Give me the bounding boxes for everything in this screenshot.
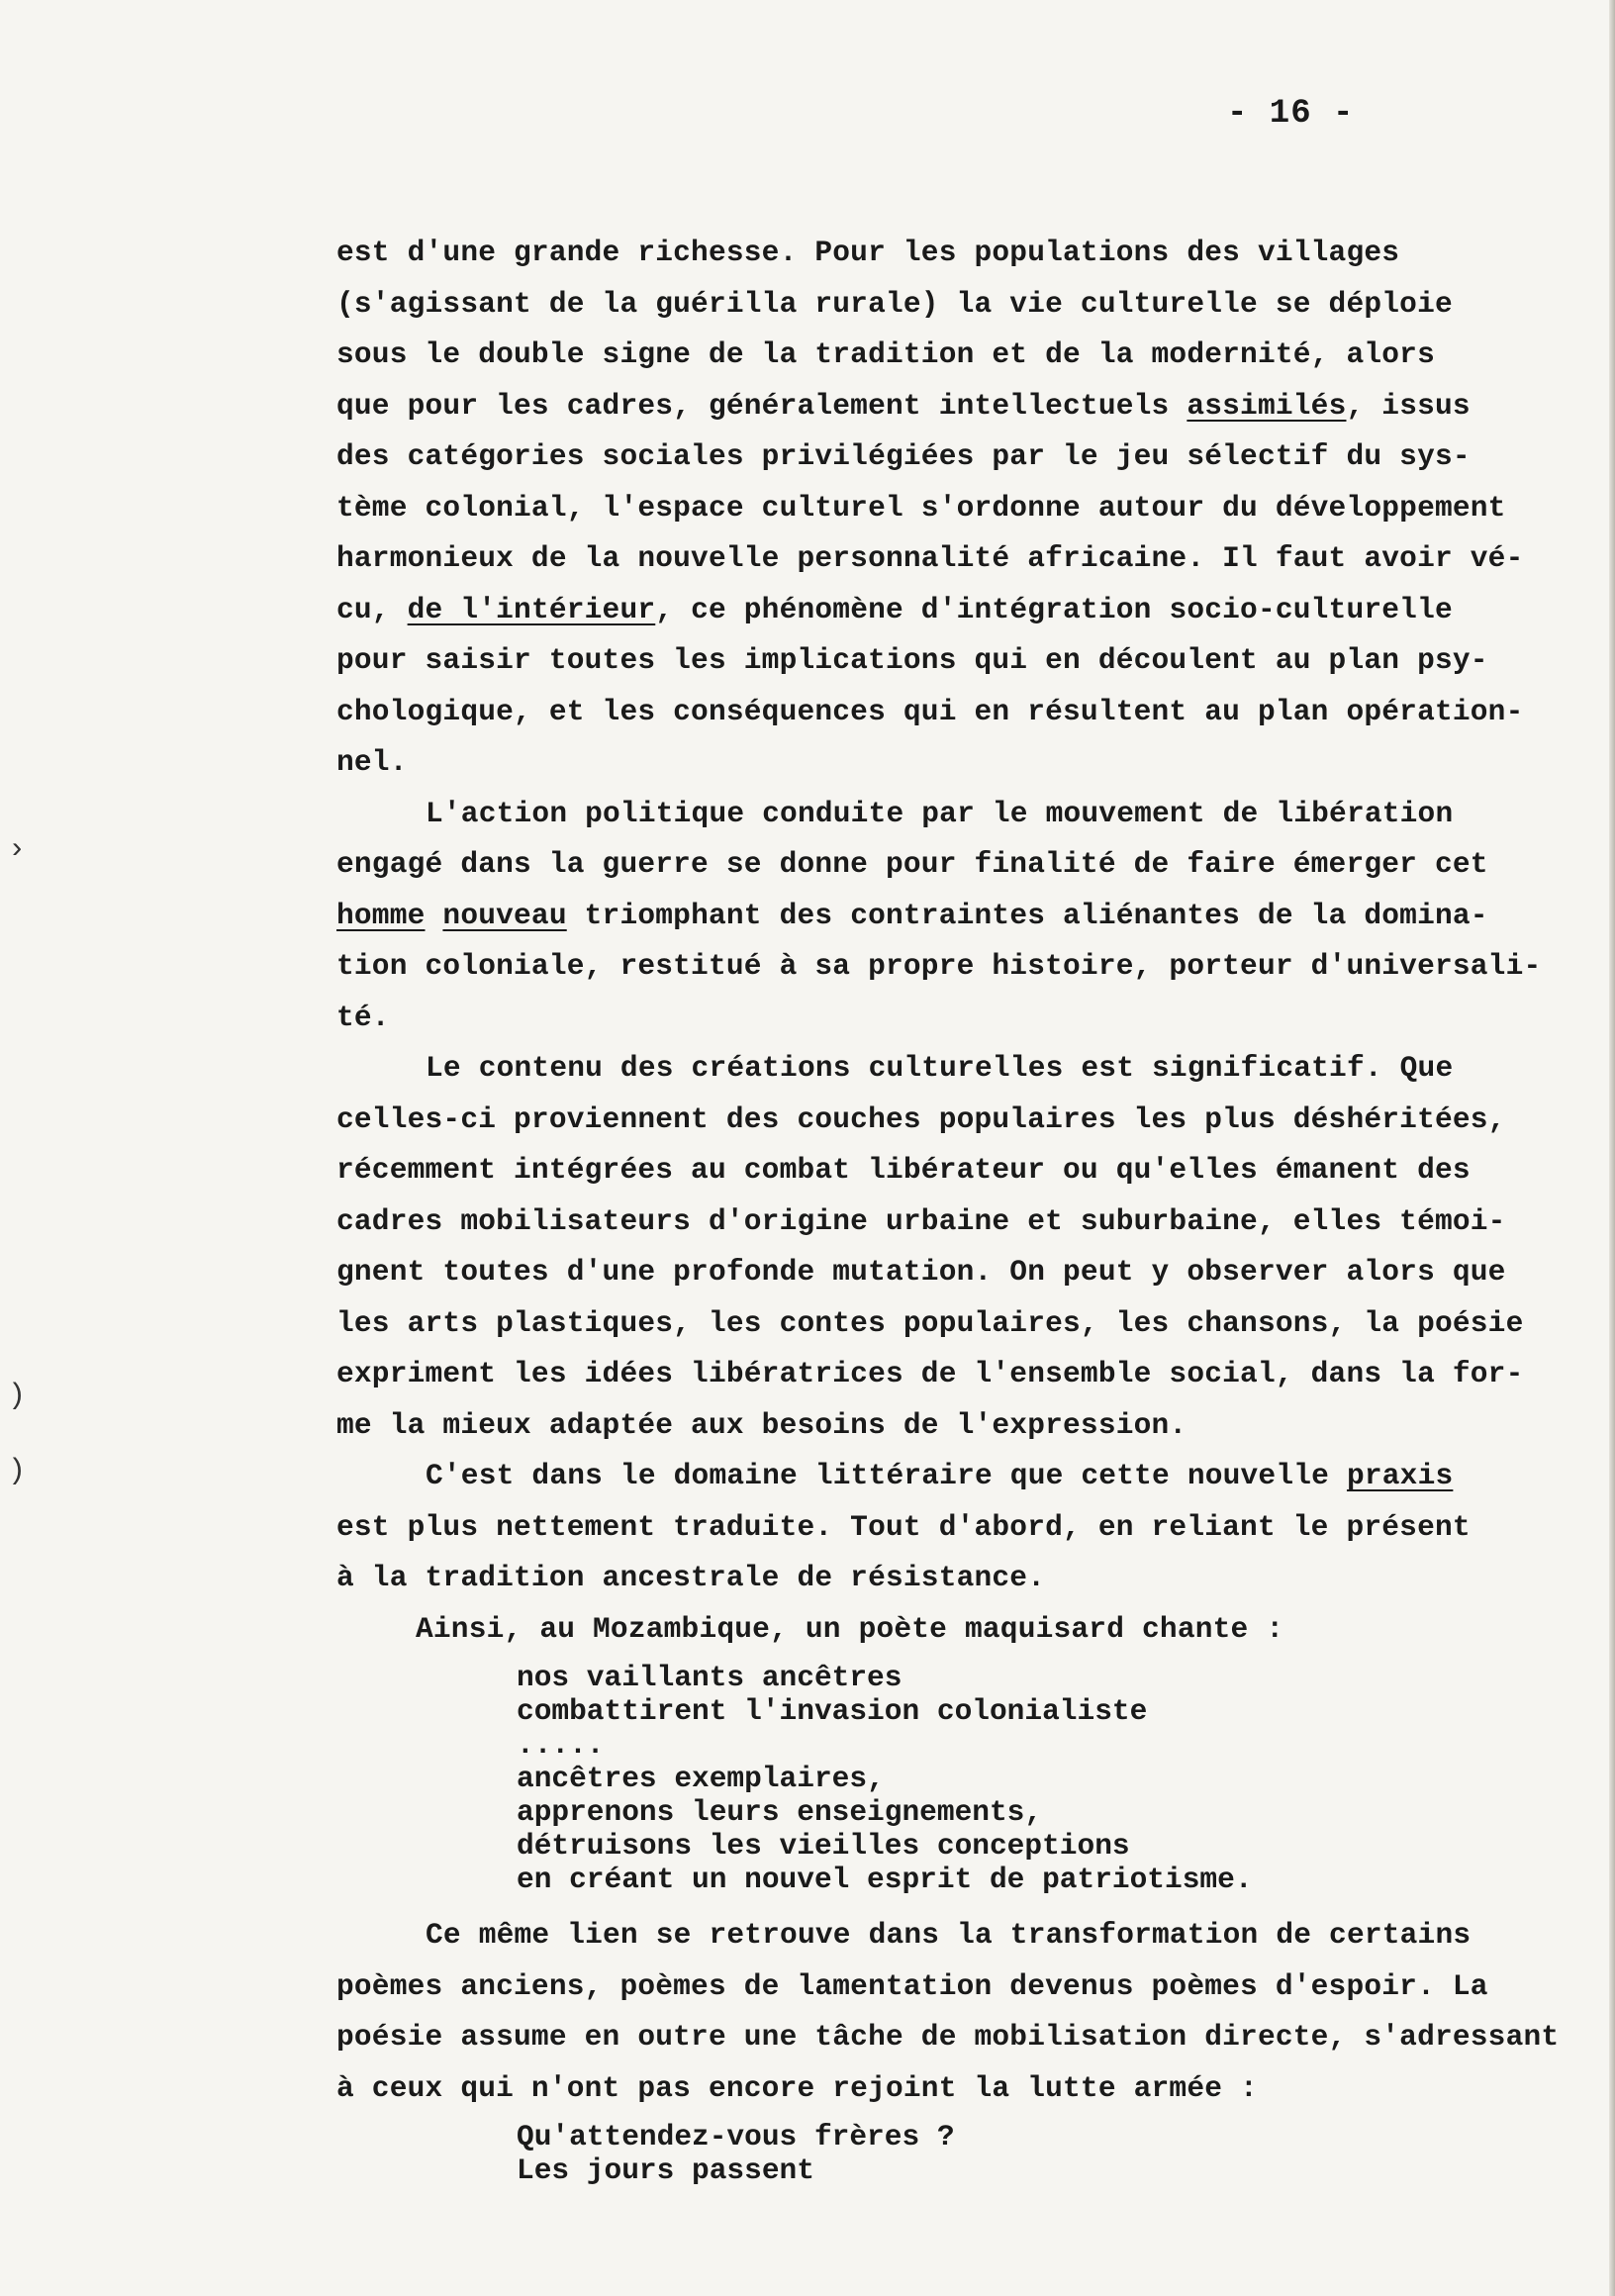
underlined-term: nouveau — [442, 898, 567, 932]
verse-line: combattirent l'invasion colonialiste — [517, 1694, 1148, 1728]
poem-quote — [336, 1661, 1583, 1896]
underlined-term: praxis — [1346, 1459, 1454, 1492]
paragraph — [336, 1451, 1583, 1604]
text-span: que pour les cadres, généralement intellectuels — [336, 388, 1188, 423]
margin-mark: ) — [8, 1380, 27, 1413]
text-line: Le contenu des créations culturelles est significatif. Que — [426, 1051, 1454, 1085]
text-line: chologique, et les conséquences qui en résultent au plan opération- — [336, 694, 1524, 728]
verse-line: apprenons leurs enseignements, — [517, 1795, 1043, 1829]
body-text — [336, 228, 1583, 2187]
text-line: engagé dans la guerre se donne pour finalité de faire émerger cet — [336, 847, 1488, 881]
text-line: gnent toutes d'une profonde mutation. On peut y observer alors que — [336, 1255, 1506, 1289]
text-line: expriment les idées libératrices de l'ensemble social, dans la for- — [336, 1357, 1524, 1390]
verse-line: Les jours passent — [517, 2153, 814, 2187]
verse-line: Qu'attendez-vous frères ? — [517, 2120, 955, 2153]
text-span: C'est dans le domaine littéraire que cette nouvelle — [426, 1459, 1347, 1492]
verse-line: ..... — [517, 1728, 605, 1762]
text-line: poésie assume en outre une tâche de mobilisation directe, s'adressant — [336, 2020, 1560, 2054]
poem-quote — [336, 2120, 1583, 2187]
text-line — [336, 1451, 1583, 1502]
paragraph — [336, 1604, 1583, 1656]
paragraph — [336, 789, 1583, 1044]
text-line: à la tradition ancestrale de résistance. — [336, 1561, 1046, 1594]
text-line: celles-ci proviennent des couches populaires les plus déshéritées, — [336, 1101, 1506, 1136]
margin-mark: ) — [8, 1455, 27, 1488]
binding-edge — [1609, 0, 1615, 2296]
text-line: (s'agissant de la guérilla rurale) la vie culturelle se déploie — [336, 286, 1453, 321]
text-line: des catégories sociales privilégiées par le jeu sélectif du sys- — [336, 439, 1471, 473]
text-line: poèmes anciens, poèmes de lamentation devenus poèmes d'espoir. La — [336, 1968, 1488, 2003]
text-line: té. — [336, 1000, 390, 1034]
paragraph — [336, 228, 1583, 789]
text-line — [336, 585, 1583, 636]
text-line: est d'une grande richesse. Pour les populations des villages — [336, 236, 1400, 269]
text-span: cu, — [336, 592, 408, 626]
text-line: pour saisir toutes les implications qui en découlent au plan psy- — [336, 643, 1488, 677]
verse-line: en créant un nouvel esprit de patriotisme. — [517, 1863, 1253, 1896]
text-line — [336, 891, 1583, 942]
margin-mark: › — [8, 833, 27, 867]
text-span: , ce phénomène d'intégration socio-culturelle — [655, 592, 1453, 626]
underlined-term: de l'intérieur — [407, 592, 656, 626]
underlined-term: homme — [336, 898, 426, 932]
text-span: , issus — [1346, 388, 1471, 423]
text-line: tème colonial, l'espace culturel s'ordonne autour du développement — [336, 490, 1506, 525]
page-number: - 16 - — [1227, 95, 1355, 133]
verse-line: ancêtres exemplaires, — [517, 1762, 885, 1795]
paragraph — [336, 1910, 1583, 2114]
text-line: cadres mobilisateurs d'origine urbaine et suburbaine, elles témoi- — [336, 1203, 1506, 1238]
text-line: récemment intégrées au combat libérateur ou qu'elles émanent des — [336, 1153, 1471, 1187]
underlined-term: assimilés — [1187, 388, 1347, 423]
text-line: L'action politique conduite par le mouvement de libération — [426, 796, 1454, 830]
paragraph — [336, 1043, 1583, 1451]
text-span: triomphant des contraintes aliénantes de la domina- — [566, 898, 1488, 932]
text-line: Ce même lien se retrouve dans la transformation de certains — [426, 1918, 1472, 1952]
text-line: Ainsi, au Mozambique, un poète maquisard chante : — [416, 1611, 1284, 1646]
text-line: nel. — [336, 745, 408, 779]
verse-line: détruisons les vieilles conceptions — [517, 1829, 1130, 1863]
text-line: est plus nettement traduite. Tout d'abord, en reliant le présent — [336, 1509, 1471, 1544]
text-line: tion coloniale, restitué à sa propre histoire, porteur d'universali- — [336, 949, 1542, 983]
text-line: harmonieux de la nouvelle personnalité africaine. Il faut avoir vé- — [336, 541, 1524, 575]
text-line: les arts plastiques, les contes populaires, les chansons, la poésie — [336, 1305, 1524, 1340]
text-line: sous le double signe de la tradition et de la modernité, alors — [336, 337, 1435, 371]
text-line: à ceux qui n'ont pas encore rejoint la lutte armée : — [336, 2070, 1258, 2105]
text-line: me la mieux adaptée aux besoins de l'expression. — [336, 1407, 1188, 1442]
text-line — [336, 381, 1583, 432]
verse-line: nos vaillants ancêtres — [517, 1661, 902, 1694]
